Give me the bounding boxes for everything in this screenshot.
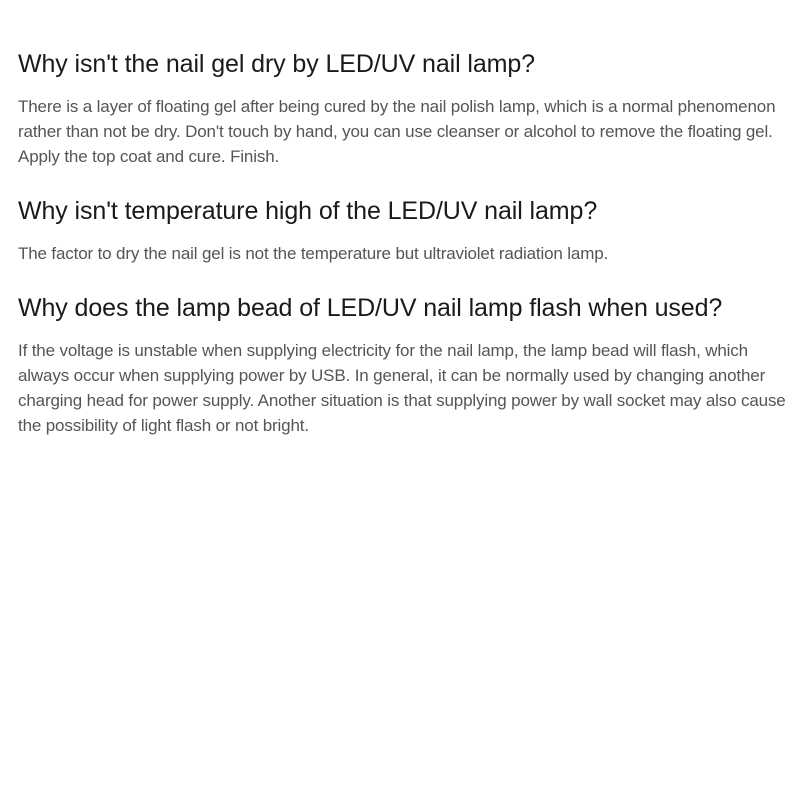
faq-item-temperature [18,195,788,266]
faq-item-nail-gel-dry [18,48,788,169]
faq-answer: If the voltage is unstable when supplying electricity for the nail lamp, the lamp bead will flash, which always occur when supplying power by USB. In general, it can be normally used by changing another charging head for power supply. Another situation is that supplying power by wall socket may also cause the possibility of light flash or not bright. [18,341,786,435]
faq-answer: There is a layer of floating gel after being cured by the nail polish lamp, which is a normal phenomenon rather than not be dry. Don't touch by hand, you can use cleanser or alcohol to remove the floating gel. Apply the top coat and cure. Finish. [18,97,776,166]
faq-answer: The factor to dry the nail gel is not the temperature but ultraviolet radiation lamp. [18,244,609,263]
faq-question: Why isn't temperature high of the LED/UV nail lamp? [18,197,598,225]
faq-section [18,48,788,464]
faq-item-lamp-flash [18,292,788,438]
faq-question: Why does the lamp bead of LED/UV nail lamp flash when used? [18,294,723,322]
faq-question: Why isn't the nail gel dry by LED/UV nail lamp? [18,50,535,78]
